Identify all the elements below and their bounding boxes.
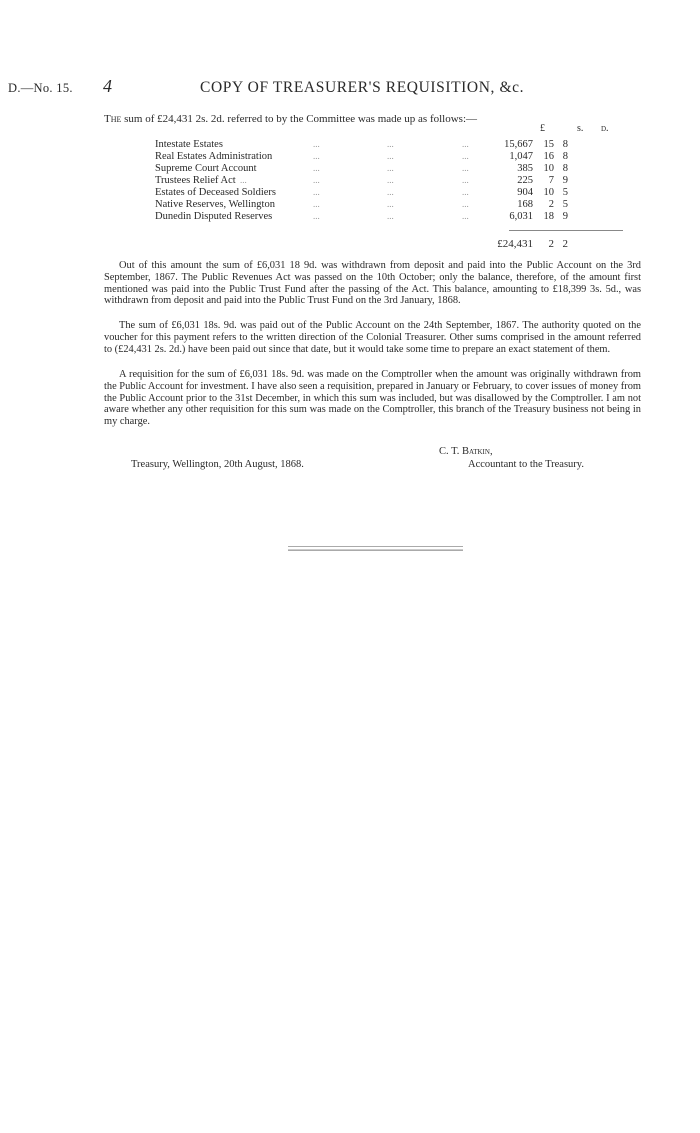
item-shillings: 2 — [548, 199, 554, 210]
table-row — [0, 187, 700, 199]
item-shillings: 18 — [543, 211, 554, 222]
item-label: Native Reserves, Wellington — [155, 199, 275, 210]
leader-dots: ... — [462, 163, 469, 173]
leader-dots: ... — [387, 175, 394, 185]
document-reference: D.—No. 15. — [8, 81, 73, 95]
leader-dots: ... — [313, 151, 320, 161]
total-shillings: 2 — [548, 238, 554, 250]
place-and-date: Treasury, Wellington, 20th August, 1868. — [131, 459, 304, 470]
leader-dots: ... — [313, 199, 320, 209]
page-number: 4 — [103, 76, 112, 96]
leader-dots: ... — [313, 187, 320, 197]
leader-dots: ... — [387, 139, 394, 149]
item-shillings: 16 — [543, 151, 554, 162]
item-shillings: 10 — [543, 187, 554, 198]
item-pence: 5 — [562, 187, 568, 198]
leader-dots: ... — [387, 199, 394, 209]
item-label: Supreme Court Account — [155, 163, 257, 174]
table-row — [0, 211, 700, 223]
pence-header: d. — [601, 123, 609, 134]
leader-dots: ... — [462, 199, 469, 209]
leader-dots: ... — [313, 175, 320, 185]
table-row — [0, 175, 700, 187]
item-shillings: 7 — [548, 175, 554, 186]
item-pence: 8 — [562, 151, 568, 162]
closing-rule-inner — [288, 549, 463, 550]
item-label: Trustees Relief Act — [155, 175, 236, 186]
table-row — [0, 139, 700, 151]
leader-dots: ... — [313, 163, 320, 173]
intro-sentence — [104, 113, 477, 125]
item-shillings: 15 — [543, 139, 554, 150]
table-row — [0, 163, 700, 175]
shillings-header: s. — [577, 123, 584, 134]
item-shillings: 10 — [543, 163, 554, 174]
leader-dots: ... — [387, 211, 394, 221]
item-pounds: 225 — [517, 175, 533, 186]
leader-dots: ... — [387, 163, 394, 173]
leader-dots: ... — [313, 211, 320, 221]
leader-dots: ... — [462, 139, 469, 149]
item-pence: 8 — [562, 163, 568, 174]
item-pence: 9 — [562, 175, 568, 186]
item-pounds: 15,667 — [504, 139, 533, 150]
sum-rule — [509, 230, 623, 231]
total-row — [0, 238, 700, 250]
leader-dots: ... — [462, 175, 469, 185]
item-label: Intestate Estates — [155, 139, 223, 150]
leader-dots: ... — [387, 151, 394, 161]
total-pounds: £24,431 — [497, 238, 533, 250]
item-pence: 9 — [562, 211, 568, 222]
paragraph-text: A requisition for the sum of £6,031 18s. 9d. was made on the Comptroller when the amount was originally withdrawn from the Public Account for investment. I have also seen a requisition, prepared in January or February, to cover issues of money from the Public Account prior to the 31st December, in which this sum was included, but was disallowed by the Comptroller. I am not aware whether any other requisition for this sum was made on the Comptroller, this branch of the Treasury business not being in my charge. — [104, 369, 641, 428]
paragraph-2 — [104, 320, 641, 355]
item-pounds: 6,031 — [509, 211, 533, 222]
leader-dots: ... — [313, 139, 320, 149]
leader-dots: ... — [462, 211, 469, 221]
document-title: COPY OF TREASURER'S REQUISITION, &c. — [200, 79, 525, 96]
table-row — [0, 199, 700, 211]
paragraph-1 — [104, 260, 641, 307]
item-pounds: 1,047 — [509, 151, 533, 162]
item-pounds: 385 — [517, 163, 533, 174]
intro-lead: The — [104, 113, 122, 125]
item-pence: 5 — [562, 199, 568, 210]
signatory-title: Accountant to the Treasury. — [468, 459, 584, 470]
item-pence: 8 — [562, 139, 568, 150]
table-row — [0, 151, 700, 163]
item-label: Estates of Deceased Soldiers — [155, 187, 277, 198]
paragraph-text: The sum of £6,031 18s. 9d. was paid out of the Public Account on the 24th September, 1867. The authority quoted on the voucher for this payment refers to the written direction of the Colonial Treasurer. Other sums comprised in the amount referred to (£24,431 2s. 2d.) have been paid out since that date, but it would take some time to prepare an exact statement of them. — [104, 320, 641, 355]
paragraph-text: Out of this amount the sum of £6,031 18 9d. was withdrawn from deposit and paid into the Public Account on the 3rd September, 1867. The Public Revenues Act was passed on the 10th October; only the balance, therefore, of the amount first mentioned was paid into the Public Trust Fund after the passing of the Act. This balance, amounting to £18,399 3s. 5d., was withdrawn from deposit and paid into the Public Trust Fund on the 3rd January, 1868. — [104, 260, 641, 307]
pounds-header: £ — [540, 123, 545, 134]
leader-dots: ... — [240, 175, 247, 185]
paragraph-3 — [104, 369, 641, 428]
item-pounds: 904 — [517, 187, 533, 198]
item-pounds: 168 — [517, 199, 533, 210]
leader-dots: ... — [462, 151, 469, 161]
signatory-name: C. T. Batkin, — [439, 446, 493, 457]
total-pence: 2 — [562, 238, 568, 250]
item-label: Real Estates Administration — [155, 151, 273, 162]
leader-dots: ... — [462, 187, 469, 197]
intro-text: sum of £24,431 2s. 2d. referred to by the Committee was made up as follows:— — [121, 113, 477, 125]
leader-dots: ... — [387, 187, 394, 197]
item-label: Dunedin Disputed Reserves — [155, 211, 273, 222]
